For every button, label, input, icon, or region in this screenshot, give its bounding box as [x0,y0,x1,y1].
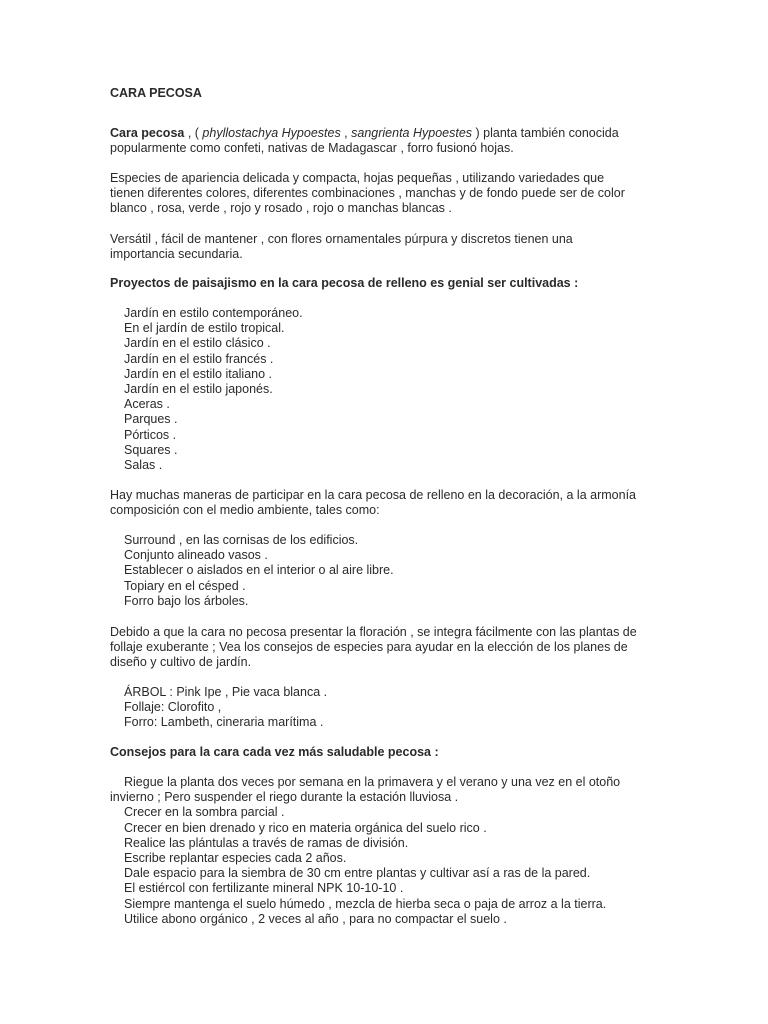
list-item: En el jardín de estilo tropical. [124,321,285,336]
decoration-paragraph [110,488,658,518]
list-item: ÁRBOL : Pink Ipe , Pie vaca blanca . [124,685,328,699]
list-item: Squares . [124,442,178,457]
paragraph-line: Especies de apariencia delicada y compacta, hojas pequeñas , utilizando variedades que [110,171,605,185]
list-item: Pórticos . [124,427,177,442]
paragraph-line: diseño y cultivo de jardín. [110,655,252,670]
intro-sep-2: , [340,126,352,140]
list-item: Follaje: Clorofito , [124,700,222,715]
paragraph-line: tienen diferentes colores, diferentes combinaciones , manchas y de fondo puede ser de color [110,186,625,201]
list-item: Jardín en el estilo francés . [124,351,274,366]
list-item: Forro bajo los árboles. [124,593,249,608]
list-item: Jardín en estilo contemporáneo. [124,306,303,320]
list-item: Aceras . [124,397,170,412]
tips-heading: Consejos para la cara cada vez más saludable pecosa : [110,745,439,759]
list-item: Jardín en el estilo japonés. [124,382,273,397]
list-item: El estiércol con fertilizante mineral NPK 10-10-10 . [124,881,404,896]
list-item: Jardín en el estilo clásico . [124,336,271,351]
list-item [110,775,658,805]
list-item: Establecer o aislados en el interior o al aire libre. [124,563,394,578]
list-item: Topiary en el césped . [124,578,246,593]
paragraph-line: Versátil , fácil de mantener , con flores ornamentales púrpura y discretos tienen una [110,232,573,246]
description-paragraph [110,171,658,217]
tip-line-1: Riegue la planta dos veces por semana en la primavera y el verano y una vez en el otoño [124,775,621,789]
paragraph-line: blanco , rosa, verde , rojo y rosado , rojo o manchas blancas . [110,201,452,216]
paragraph-line: follaje exuberante ; Vea los consejos de especies para ayudar en la elección de los planes de [110,640,628,655]
list-item: Surround , en las cornisas de los edificios. [124,533,359,547]
paragraph-line: importancia secundaria. [110,247,243,262]
list-item: Crecer en la sombra parcial . [124,805,285,820]
paragraph-line: Hay muchas maneras de participar en la cara pecosa de relleno en la decoración, a la armonía [110,488,636,502]
list-item: Dale espacio para la siembra de 30 cm entre plantas y cultivar así a ras de la pared. [124,866,591,881]
list-item: Escribe replantar especies cada 2 años. [124,851,347,866]
intro-species-2: sangrienta Hypoestes [351,126,473,140]
intro-line-2: popularmente como confeti, nativas de Madagascar , forro fusionó hojas. [110,141,514,156]
list-item: Siempre mantenga el suelo húmedo , mezcla de hierba seca o paja de arroz a la tierra. [124,896,607,911]
list-item: Parques . [124,412,178,427]
paragraph-line: Debido a que la cara no pecosa presentar la floración , se integra fácilmente con las plantas de [110,625,637,639]
versatility-paragraph [110,232,658,262]
list-item: Salas . [124,458,163,473]
paragraph-line: composición con el medio ambiente, tales como: [110,503,380,518]
list-item: Conjunto alineado vasos . [124,548,268,563]
list-item: Utilice abono orgánico , 2 veces al año , para no compactar el suelo . [124,911,507,926]
document-title: CARA PECOSA [110,86,202,100]
landscaping-heading: Proyectos de paisajismo en la cara pecosa de relleno es genial ser cultivadas : [110,276,579,290]
intro-sep-1: , ( [184,126,203,140]
tips-list [110,775,658,927]
list-item: Realice las plántulas a través de ramas de división. [124,835,409,850]
intro-name: Cara pecosa [110,126,185,140]
intro-line1-rest: ) planta también conocida [472,126,619,140]
decoration-list [110,533,658,609]
flowering-paragraph [110,625,658,671]
list-item: Jardín en el estilo italiano . [124,366,273,381]
species-list [110,685,658,731]
list-item: Forro: Lambeth, cineraria marítima . [124,715,324,730]
intro-paragraph [110,126,658,156]
list-item: Crecer en bien drenado y rico en materia orgánica del suelo rico . [124,820,487,835]
landscaping-list [110,306,658,473]
tip-line-2: invierno ; Pero suspender el riego durante la estación lluviosa . [110,790,459,805]
intro-species-1: phyllostachya Hypoestes [202,126,341,140]
